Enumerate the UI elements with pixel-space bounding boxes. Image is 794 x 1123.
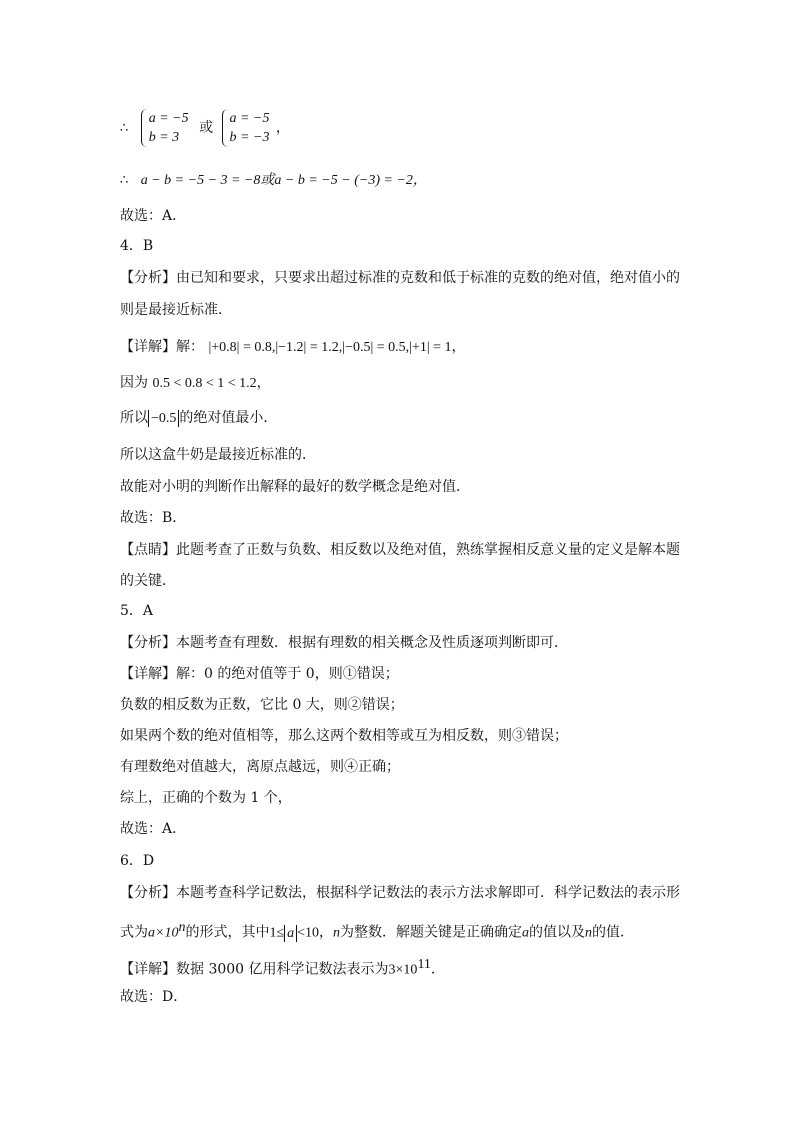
equation-system-line (120, 106, 290, 151)
q5-detail-line2: 负数的相反数为正数，它比 0 大，则②错误； (120, 697, 404, 713)
question-6-number: 6．D (120, 853, 155, 869)
q6-analysis-line1: 【分析】本题考查科学记数法，根据科学记数法的表示方法求解即可．科学记数法的表示形 (120, 885, 680, 901)
q6-text: 为整数．解题关键是正确确定 (340, 924, 523, 941)
q4-because-math: 0.5 < 0.8 < 1 < 1.2， (152, 376, 271, 391)
q6-text: 的值以及 (529, 924, 586, 941)
q6-detail-prefix: 【详解】数据 3000 亿用科学记数法表示为 (120, 961, 389, 978)
question-5-number: 5．A (120, 603, 154, 619)
or-conjunction: 或 (199, 120, 214, 136)
q6-n2: n (585, 925, 593, 941)
q6-form-exp: n (178, 920, 186, 935)
q5-answer: 故选：A． (120, 821, 187, 837)
q6-detail-value-exp: 11 (417, 957, 431, 972)
q6-a-var: a (522, 925, 530, 941)
system1-row1: a = −5 (148, 111, 189, 126)
system-end-punct: ， (275, 120, 290, 136)
q4-because-line (120, 373, 271, 394)
q6-analysis-line2 (120, 918, 634, 944)
difference-math: a − b = −5 − 3 = −8或a − b = −5 − (−3) = −2， (140, 173, 427, 188)
q4-analysis-line1: 【分析】由已知和要求，只要求出超过标准的克数和低于标准的克数的绝对值，绝对值小的 (120, 270, 680, 286)
q4-comment-line1: 【点睛】此题考查了正数与负数、相反数以及绝对值，熟练掌握相反意义量的定义是解本题 (120, 542, 680, 558)
q4-detail-math: |+0.8| = 0.8,|−1.2| = 1.2,|−0.5| = 0.5,|+1| = 1， (208, 340, 466, 355)
q4-comment-line2: 的关键． (120, 573, 176, 589)
system2-row1: a = −5 (229, 111, 270, 126)
q4-so-line (120, 408, 277, 428)
q6-range-abs: a (284, 925, 297, 942)
q4-because-prefix: 因为 (120, 375, 148, 391)
answer-line: 故选：A． (120, 208, 187, 224)
q4-so-suffix: 的绝对值最小． (179, 410, 278, 426)
q5-detail-line4: 有理数绝对值越大，离原点越远，则④正确； (120, 759, 400, 775)
q4-detail-prefix: 【详解】解： (120, 339, 204, 355)
q5-detail-line1: 【详解】解：0 的绝对值等于 0，则①错误； (120, 666, 399, 682)
q4-analysis-line2: 则是最接近标准． (120, 302, 232, 318)
q6-text: 式为 (120, 924, 148, 941)
q6-text: 的形式，其中 (185, 924, 270, 941)
q4-detail-line (120, 337, 466, 358)
q5-analysis: 【分析】本题考查有理数．根据有理数的相关概念及性质逐项判断即可． (120, 635, 568, 651)
q6-text: 的值． (592, 924, 635, 941)
brace-icon (222, 109, 229, 147)
q6-form-base: a×10 (148, 925, 179, 941)
equation-system-2 (222, 109, 270, 147)
q6-detail-value-base: 3×10 (388, 962, 418, 978)
q4-milk-line: 所以这盒牛奶是最接近标准的． (120, 447, 316, 463)
question-4-number: 4．B (120, 238, 154, 254)
q6-answer: 故选：D． (120, 989, 188, 1005)
q4-answer: 故选：B． (120, 510, 187, 526)
therefore-symbol: ∴ (120, 173, 129, 188)
q6-detail-line (120, 955, 445, 981)
system1-row2: b = 3 (148, 130, 180, 145)
system2-row2: b = −3 (229, 130, 270, 145)
q6-range-right: <10， (297, 925, 334, 941)
equation-system-1 (141, 109, 189, 147)
difference-line (120, 170, 427, 191)
q5-summary: 综上，正确的个数为 1 个， (120, 790, 292, 806)
therefore-symbol: ∴ (120, 121, 129, 136)
brace-icon (141, 109, 148, 147)
q4-so-abs: −0.5 (148, 410, 179, 427)
q6-range-left: 1≤ (269, 925, 285, 941)
q6-detail-end: ． (430, 961, 445, 978)
q6-n: n (333, 925, 341, 941)
q4-so-prefix: 所以 (120, 410, 148, 426)
q4-concept-line: 故能对小明的判断作出解释的最好的数学概念是绝对值． (120, 479, 470, 495)
q5-detail-line3: 如果两个数的绝对值相等，那么这两个数相等或互为相反数，则③错误； (120, 728, 568, 744)
